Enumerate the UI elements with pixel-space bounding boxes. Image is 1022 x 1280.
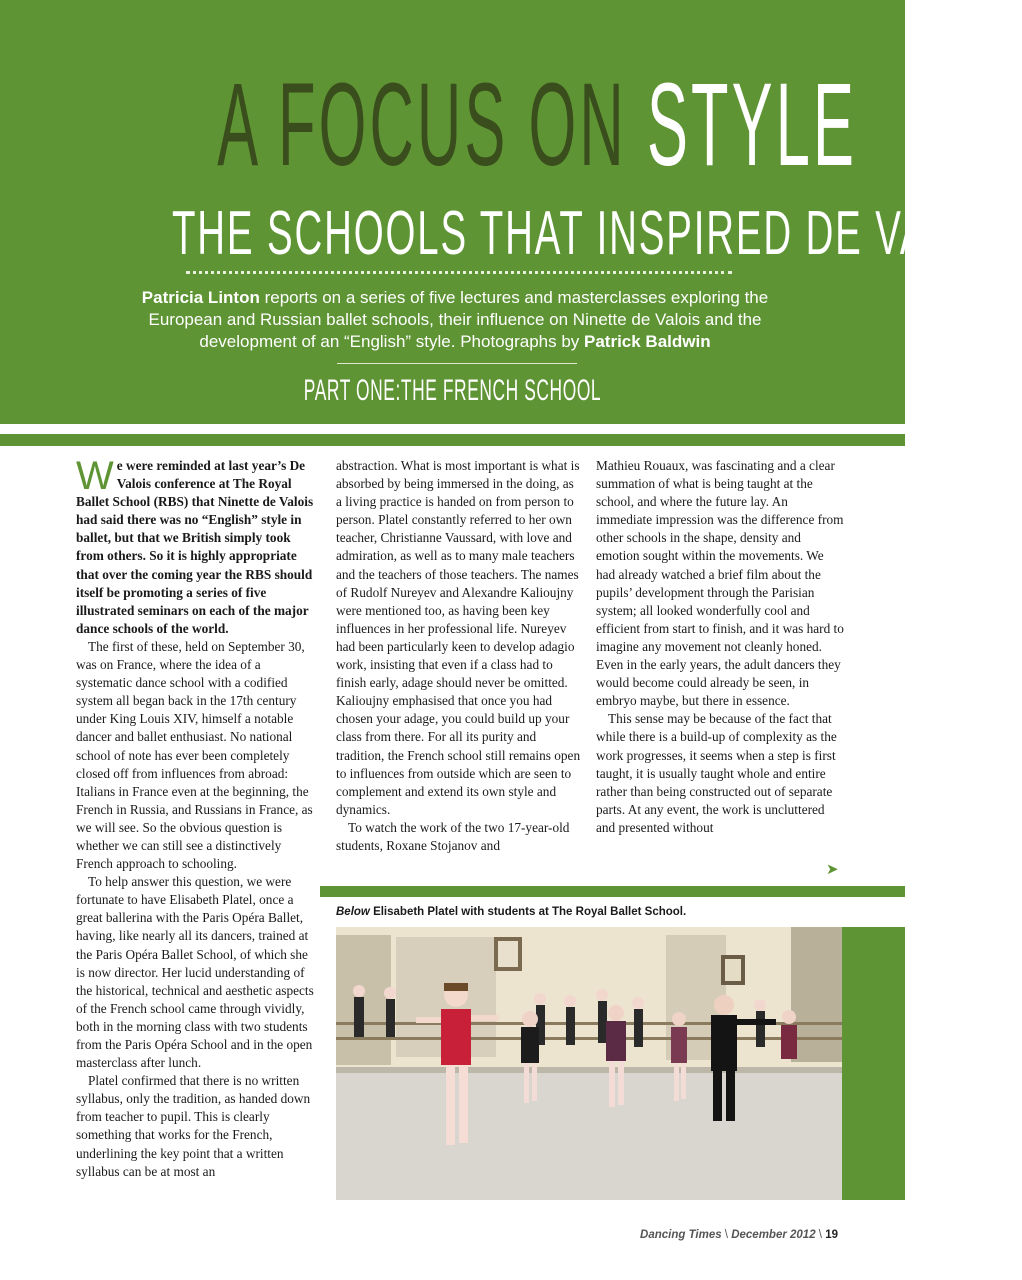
dotted-divider xyxy=(186,271,732,274)
footer-separator: \ xyxy=(721,1229,732,1241)
green-side-block xyxy=(842,927,905,1200)
headline-part1: A FOCUS ON xyxy=(217,59,648,191)
photo-green-bar xyxy=(320,886,905,897)
paragraph: To help answer this question, we were fortunate to have Elisabeth Platel, once a great ballerina with the Paris Opéra Ballet, having, like nearly all its dancers, trained at the Paris Opéra Ballet School, of which she is now director. Her lucid understanding of the historical, technical and aesthetic aspects of the French school came through vividly, both in the morning class with two students from the Paris Opéra School and in the open masterclass after lunch. xyxy=(76,874,314,1071)
photo-caption xyxy=(336,906,836,918)
green-stripe xyxy=(0,434,905,446)
headline xyxy=(217,59,857,191)
author-name: Patricia Linton xyxy=(141,288,260,307)
article-column-2 xyxy=(336,457,582,877)
publication-name: Dancing Times xyxy=(640,1229,722,1241)
article-column-3 xyxy=(596,457,844,877)
standfirst-text: reports on a series of five lectures and masterclasses exploring the European and Russian ballet schools, their influence on Ninette de Valois and the development of an “English” style. Photographs by xyxy=(148,288,769,351)
page-number: 19 xyxy=(825,1229,838,1241)
footer-separator: \ xyxy=(815,1229,826,1241)
issue-date: December 2012 xyxy=(731,1229,816,1241)
paragraph: The first of these, held on September 30, was on France, where the idea of a systematic dance school with a codified system all began back in the 17th century under King Louis XIV, himself a notable dancer and ballet enthusiast. No national school of note has ever been completely closed off from influences from abroad: Italians in France even at the beginning, the French in Russia, and Russians in France, as we will see. So the obvious question is whether we can still see a distinctively French approach to schooling. xyxy=(76,638,313,872)
paragraph: abstraction. What is most important is what is absorbed by being immersed in the doing, as a living practice is handed on from person to person. Platel constantly referred to her own teacher, Christianne Vaussard, with love and admiration, as well as to many male teachers and the teachers of those teachers. The names of Rudolf Nureyev and Alexandre Kalioujny were mentioned too, as having been key influences in her professional life. Nureyev had been particularly keen to develop adagio work, insisting that even if a class had to finish early, adage should never be omitted. Kalioujny emphasised that once you had chosen your adage, you could build up your class from there. For all its purity and tradition, the French school still remains open to influences from outside which are seen to complement and extend its own style and dynamics. xyxy=(336,458,581,817)
lead-paragraph: e were reminded at last year’s De Valois conference at The Royal Ballet School (RBS) that Ninette de Valois had said there was no “English” style in ballet, but that we British simply took from others. So it is highly appropriate that over the coming year the RBS should itself be promoting a series of five illustrated seminars on each of the major dance schools of the world. xyxy=(76,458,314,636)
headline-part2: STYLE xyxy=(647,59,857,191)
caption-label: Below xyxy=(336,906,370,918)
paragraph: This sense may be because of the fact that while there is a build-up of complexity as the work progresses, it seems when a step is first taught, it is usually taught whole and entire rather than being constructed out of separate parts. At any event, the work is uncluttered and presented without xyxy=(596,711,837,835)
paragraph: Mathieu Rouaux, was fascinating and a clear summation of what is being taught at the school, and where the future lay. An immediate impression was the difference from other schools in the shape, density and emotion sought within the movements. We had already watched a brief film about the pupils’ development through the Parisian system; all looked wonderfully cool and efficient from start to finish, and it was hard to imagine any movement not cleanly honed. Even in the early years, the adult dancers they would become could already be seen, in embryo maybe, but there in essence. xyxy=(596,458,844,709)
continue-arrow-icon: ➤ xyxy=(826,860,839,878)
caption-text: Elisabeth Platel with students at The Royal Ballet School. xyxy=(369,906,687,918)
page-footer xyxy=(560,1229,838,1241)
photographer-name: Patrick Baldwin xyxy=(584,332,711,351)
article-column-1 xyxy=(76,454,316,1207)
paragraph: Platel confirmed that there is no written syllabus, only the tradition, as handed down from teacher to pupil. This is clearly something that works for the French, underlining the key point that a written syllabus can be at most an xyxy=(76,1073,311,1179)
standfirst xyxy=(110,287,800,353)
part-label: PART ONE:THE FRENCH SCHOOL xyxy=(303,374,602,407)
part-divider xyxy=(337,363,577,364)
subheadline: THE SCHOOLS THAT INSPIRED DE VALOIS xyxy=(171,199,1022,268)
paragraph: To watch the work of the two 17-year-old students, Roxane Stojanov and xyxy=(336,819,570,853)
ballet-class-photo xyxy=(336,927,842,1200)
dropcap: W xyxy=(76,454,114,498)
